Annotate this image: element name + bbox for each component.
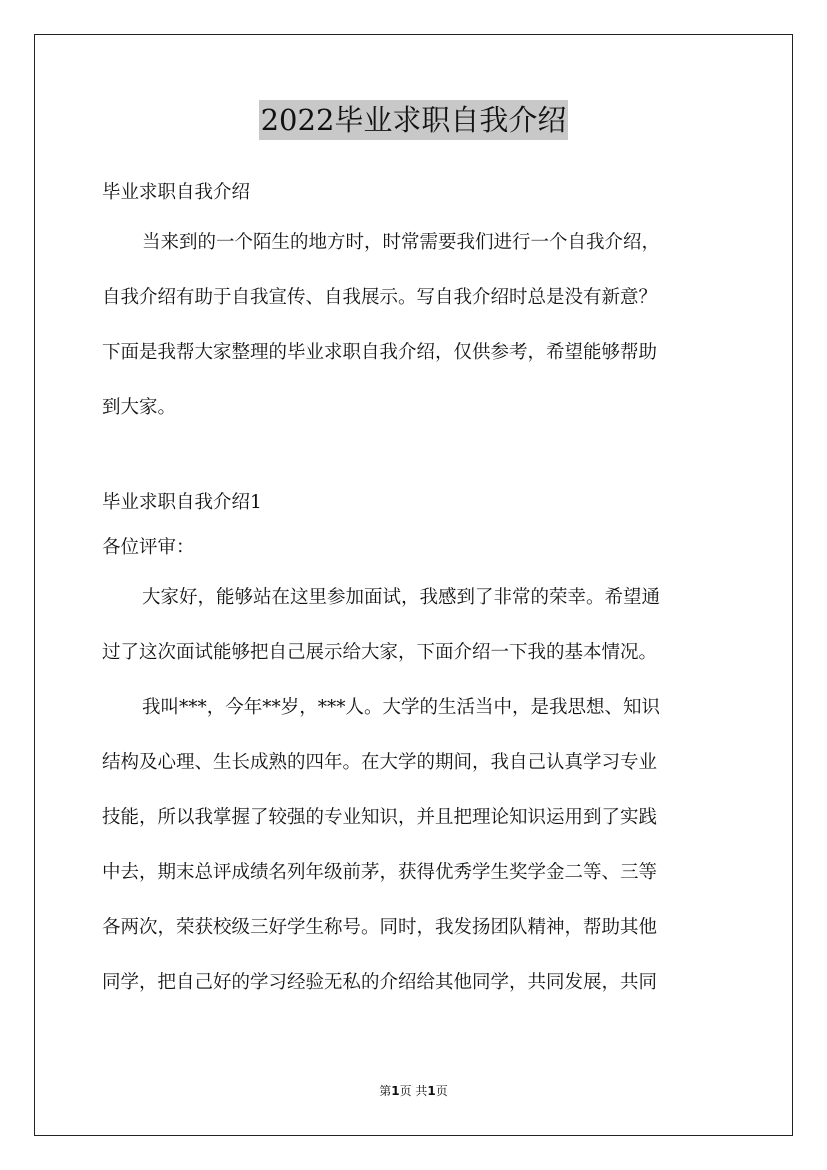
subtitle: 毕业求职自我介绍 bbox=[102, 182, 251, 203]
page-number: 1 bbox=[391, 1084, 400, 1098]
paragraph-line: 中去，期末总评成绩名列年级前茅，获得优秀学生奖学金二等、三等 bbox=[102, 862, 658, 883]
section-spacer bbox=[102, 435, 732, 480]
paragraph-line: 大家好，能够站在这里参加面试，我感到了非常的荣幸。希望通 bbox=[142, 587, 661, 608]
document-title: 2022毕业求职自我介绍 bbox=[259, 100, 569, 140]
paragraph-line: 各两次，荣获校级三好学生称号。同时，我发扬团队精神，帮助其他 bbox=[102, 917, 658, 938]
paragraph-line: 我叫***，今年**岁，***人。大学的生活当中，是我思想、知识 bbox=[142, 697, 661, 718]
intro-line: 当来到的一个陌生的地方时，时常需要我们进行一个自我介绍， bbox=[142, 232, 661, 253]
section-heading: 毕业求职自我介绍1 bbox=[102, 492, 262, 513]
intro-line: 下面是我帮大家整理的毕业求职自我介绍，仅供参考，希望能够帮助 bbox=[102, 342, 658, 363]
paragraph-line: 技能，所以我掌握了较强的专业知识，并且把理论知识运用到了实践 bbox=[102, 807, 658, 828]
paragraph-line: 结构及心理、生长成熟的四年。在大学的期间，我自己认真学习专业 bbox=[102, 752, 658, 773]
page-label-prefix: 第 bbox=[379, 1084, 392, 1098]
paragraph-line: 同学，把自己好的学习经验无私的介绍给其他同学，共同发展，共同 bbox=[102, 972, 658, 993]
title-container bbox=[0, 100, 827, 140]
document-body bbox=[102, 170, 732, 1010]
page-footer bbox=[0, 1082, 827, 1099]
page-total: 1 bbox=[427, 1084, 436, 1098]
intro-line: 到大家。 bbox=[102, 397, 177, 418]
intro-line: 自我介绍有助于自我宣传、自我展示。写自我介绍时总是没有新意？ bbox=[102, 287, 658, 308]
salutation: 各位评审： bbox=[102, 537, 195, 558]
page-label-mid: 页 共 bbox=[399, 1084, 428, 1098]
page-label-suffix: 页 bbox=[435, 1084, 448, 1098]
paragraph-line: 过了这次面试能够把自己展示给大家，下面介绍一下我的基本情况。 bbox=[102, 642, 658, 663]
